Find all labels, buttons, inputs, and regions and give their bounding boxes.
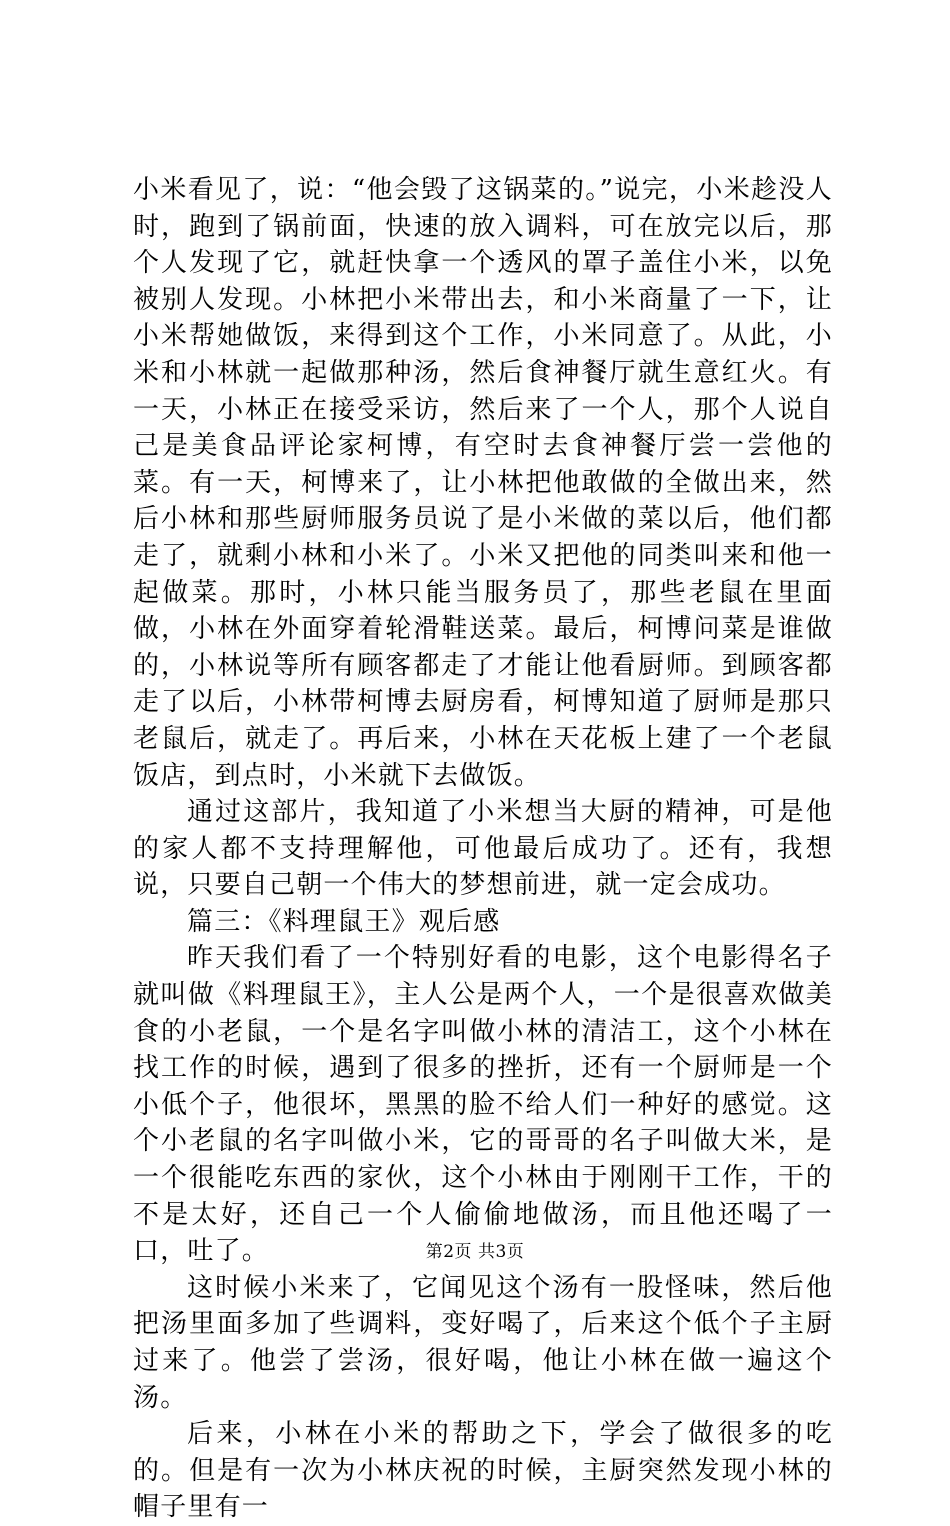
page-footer: 第2页 共3页 bbox=[425, 1242, 525, 1262]
paragraph-soup: 这时候小米来了，它闻见这个汤有一股怪味，然后他把汤里面多加了些调料，变好喝了，后来这个低个子主厨过来了。他尝了尝汤，很好喝，他让小林在做一遍这个汤。 bbox=[133, 1272, 833, 1413]
paragraph-story-continued: 小米看见了，说：“他会毁了这锅菜的。”说完，小米趁没人时，跑到了锅前面，快速的放入调料，可在放完以后，那个人发现了它，就赶快拿一个透风的罩子盖住小米，以免被别人发现。小林把小米带出去，和小米商量了一下，让小米帮她做饭，来得到这个工作，小米同意了。从此，小米和小林就一起做那种汤，然后食神餐厅就生意红火。有一天，小林正在接受采访，然后来了一个人，那个人说自己是美食品评论家柯博，有空时去食神餐厅尝一尝他的菜。有一天，柯博来了，让小林把他敢做的全做出来，然后小林和那些厨师服务员说了是小米做的菜以后，他们都走了，就剩小林和小米了。小米又把他的同类叫来和他一起做菜。那时，小林只能当服务员了，那些老鼠在里面做，小林在外面穿着轮滑鞋送菜。最后，柯博问菜是谁做的，小林说等所有顾客都走了才能让他看厨师。到顾客都走了以后，小林带柯博去厨房看，柯博知道了厨师是那只老鼠后，就走了。再后来，小林在天花板上建了一个老鼠饭店，到点时，小米就下去做饭。 bbox=[133, 175, 833, 791]
section-heading: 篇三：《料理鼠王》观后感 bbox=[187, 906, 501, 937]
paragraph-later: 后来，小林在小米的帮助之下，学会了做很多的吃的。但是有一次为小林庆祝的时候，主厨突然发现小林的帽子里有一 bbox=[133, 1419, 833, 1523]
paragraph-intro: 昨天我们看了一个特别好看的电影，这个电影得名子就叫做《料理鼠王》，主人公是两个人，一个是很喜欢做美食的小老鼠，一个是名字叫做小林的清洁工，这个小林在找工作的时候，遇到了很多的挫折，还有一个厨师是一个小低个子，他很坏，黑黑的脸不给人们一种好的感觉。这个小老鼠的名字叫做小米，它的哥哥的名子叫做大米，是一个很能吃东西的家伙，这个小林由于刚刚干工作，干的不是太好，还自己一个人偷偷地做汤，而且他还喝了一口，吐了。 bbox=[133, 943, 833, 1267]
document-body bbox=[133, 172, 833, 1526]
paragraph-reflection: 通过这部片，我知道了小米想当大厨的精神，可是他的家人都不支持理解他，可他最后成功了。还有，我想说，只要自己朝一个伟大的梦想前进，就一定会成功。 bbox=[133, 797, 833, 901]
